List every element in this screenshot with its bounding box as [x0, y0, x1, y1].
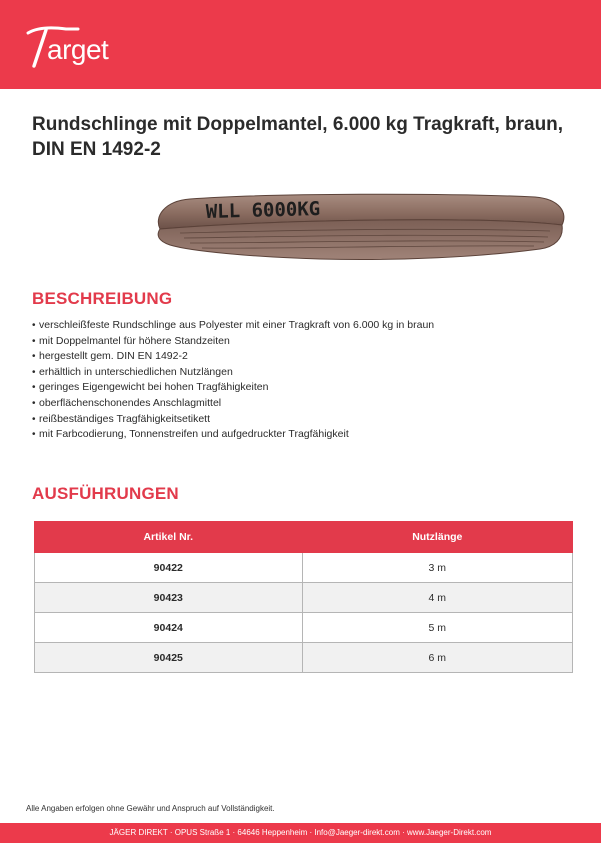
list-item: • reißbeständiges Tragfähigkeitsetikett [32, 412, 211, 425]
brand-logo [26, 24, 138, 70]
list-item: • geringes Eigengewicht bei hohen Tragfähigkeiten [32, 381, 269, 394]
product-label-text: WLL 6000KG [205, 198, 321, 223]
variants-heading: AUSFÜHRUNGEN [32, 484, 179, 503]
table-row [35, 583, 573, 613]
column-header-article: Artikel Nr. [35, 522, 303, 553]
description-heading: BESCHREIBUNG [32, 289, 173, 308]
list-item: • mit Farbcodierung, Tonnenstreifen und aufgedruckter Tragfähigkeit [32, 428, 349, 441]
product-image [150, 187, 572, 267]
article-number: 90424 [35, 613, 303, 643]
list-item: • oberflächenschonendes Anschlagmittel [32, 396, 222, 409]
list-item: • verschleißfeste Rundschlinge aus Polyester mit einer Tragkraft von 6.000 kg in braun [32, 319, 435, 331]
table-row [35, 553, 573, 583]
table-row [35, 613, 573, 643]
column-header-length: Nutzlänge [302, 522, 572, 553]
header-bar [0, 0, 601, 89]
disclaimer-text: Alle Angaben erfolgen ohne Gewähr und Anspruch auf Vollständigkeit. [26, 804, 275, 813]
usable-length: 4 m [302, 583, 572, 613]
usable-length: 3 m [302, 553, 572, 583]
list-item: • mit Doppelmantel für höhere Standzeiten [32, 334, 230, 347]
table-row [35, 643, 573, 673]
footer-bar [0, 823, 601, 843]
footer-contact-text: JÄGER DIREKT · OPUS Straße 1 · 64646 Heppenheim · Info@Jaeger-direkt.com · www.Jaeger-Direkt.com [109, 828, 492, 837]
usable-length: 6 m [302, 643, 572, 673]
svg-text:arget: arget [47, 34, 109, 65]
feature-list [32, 318, 572, 443]
article-number: 90422 [35, 553, 303, 583]
list-item: • erhältlich in unterschiedlichen Nutzlängen [32, 365, 233, 378]
page-title: Rundschlinge mit Doppelmantel, 6.000 kg Tragkraft, braun, DIN EN 1492-2 [32, 114, 564, 160]
table-header-row [35, 522, 573, 553]
article-number: 90425 [35, 643, 303, 673]
article-number: 90423 [35, 583, 303, 613]
usable-length: 5 m [302, 613, 572, 643]
variants-table [34, 521, 573, 673]
list-item: • hergestellt gem. DIN EN 1492-2 [32, 350, 188, 363]
